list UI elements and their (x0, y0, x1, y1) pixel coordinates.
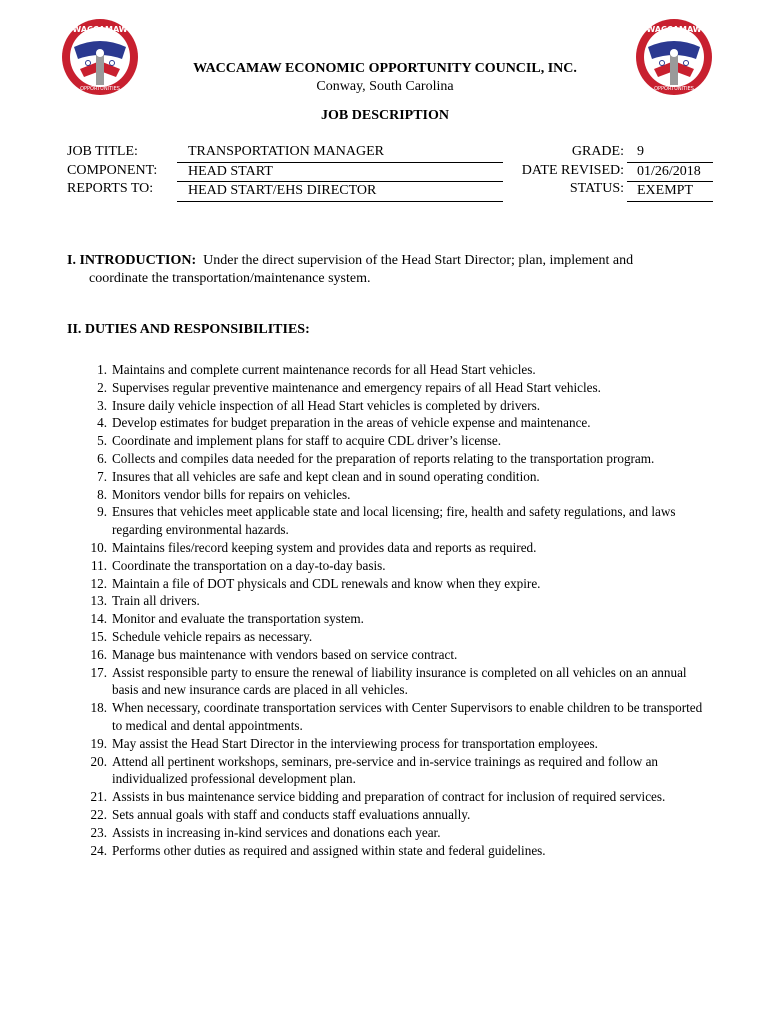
list-item-text: Monitors vendor bills for repairs on vehicles. (112, 486, 351, 502)
list-item-number: 11. (91, 557, 107, 573)
list-item (67, 753, 712, 789)
list-item-number: 13. (90, 593, 107, 609)
logo-bottom-text: OPPORTUNITIES (654, 86, 694, 92)
list-item-number: 21. (90, 789, 107, 805)
list-item-text: Train all drivers. (112, 593, 200, 609)
introduction-heading: I. INTRODUCTION: (67, 253, 197, 268)
list-item-text: Assists in bus maintenance service bidding and preparation of contract for inclusion of required services. (112, 789, 666, 805)
meta-right-values (627, 143, 713, 202)
list-item-number: 24. (90, 842, 107, 858)
list-item (67, 557, 712, 575)
component-value: HEAD START (177, 163, 503, 183)
list-item-text: Supervises regular preventive maintenance and emergency repairs of all Head Start vehicles. (112, 379, 601, 395)
list-item-number: 2. (97, 379, 107, 395)
list-item-number: 17. (90, 664, 107, 680)
list-item-text: Maintain a file of DOT physicals and CDL renewals and know when they expire. (112, 575, 541, 591)
list-item-number: 16. (90, 646, 107, 662)
doc-title: JOB DESCRIPTION (321, 108, 449, 123)
introduction-text-line1: Under the direct supervision of the Head Start Director; plan, implement and (203, 253, 634, 268)
list-item-number: 4. (97, 415, 107, 431)
logo-text: WACCAMAW (646, 25, 702, 34)
list-item (67, 468, 712, 486)
list-item-number: 6. (97, 450, 107, 466)
list-item-number: 12. (90, 575, 107, 591)
list-item-number: 15. (90, 628, 107, 644)
introduction-text-line2: coordinate the transportation/maintenance system. (89, 271, 371, 286)
list-item-text: Insures that all vehicles are safe and kept clean and in sound operating condition. (112, 468, 540, 484)
list-item (67, 735, 712, 753)
list-item-text: Insure daily vehicle inspection of all Head Start vehicles is completed by drivers. (112, 397, 541, 413)
list-item (67, 450, 712, 468)
org-name: WACCAMAW ECONOMIC OPPORTUNITY COUNCIL, INC. (193, 61, 577, 76)
list-item-text: Coordinate the transportation on a day-to-day basis. (112, 557, 386, 573)
list-item-number: 7. (97, 468, 107, 484)
list-item (67, 379, 712, 397)
meta-labels (67, 143, 157, 199)
list-item-number: 23. (90, 824, 107, 840)
list-item-text: Sets annual goals with staff and conducts staff evaluations annually. (112, 806, 471, 822)
org-location: Conway, South Carolina (316, 79, 454, 94)
list-item-number: 1. (97, 362, 107, 377)
list-item (67, 788, 712, 806)
list-item-text: Ensures that vehicles meet applicable state and local licensing; fire, health and safety regulations, and laws regarding environmental hazards. (112, 504, 676, 538)
job-title-label: JOB TITLE: (67, 144, 138, 159)
list-item (67, 628, 712, 646)
list-item (67, 842, 712, 860)
date-revised-label: DATE REVISED: (521, 162, 624, 178)
list-item (67, 592, 712, 610)
list-item-number: 18. (90, 700, 107, 716)
list-item (67, 503, 712, 539)
reports-to-value: HEAD START/EHS DIRECTOR (177, 182, 503, 202)
list-item (67, 575, 712, 593)
meta-right-labels (494, 143, 624, 199)
list-item-text: When necessary, coordinate transportation services with Center Supervisors to enable children to be transported to medical and dental appointments. (112, 700, 703, 733)
list-item-text: Assist responsible party to ensure the renewal of liability insurance is completed on all vehicles on an annual basis and new insurance cards are placed in all vehicles. (112, 664, 687, 698)
list-item-number: 5. (97, 433, 107, 449)
list-item-text: Develop estimates for budget preparation in the areas of vehicle expense and maintenance. (112, 415, 591, 431)
list-item (67, 486, 712, 504)
list-item (67, 432, 712, 450)
list-item-text: Assists in increasing in-kind services and donations each year. (112, 824, 441, 840)
reports-to-label: REPORTS TO: (67, 181, 154, 196)
grade-value: 9 (627, 143, 713, 163)
duties-heading: II. DUTIES AND RESPONSIBILITIES: (67, 322, 310, 337)
list-item-text: Maintains and complete current maintenance records for all Head Start vehicles. (112, 362, 536, 377)
list-item (67, 539, 712, 557)
date-revised-value: 01/26/2018 (627, 163, 713, 183)
component-label: COMPONENT: (67, 162, 158, 178)
list-item-number: 22. (90, 806, 107, 822)
list-item-number: 8. (97, 486, 107, 502)
grade-label: GRADE: (571, 144, 624, 159)
list-item-number: 9. (97, 504, 107, 520)
status-value: EXEMPT (627, 182, 713, 202)
list-item-text: Monitor and evaluate the transportation system. (112, 611, 364, 627)
list-item (67, 361, 712, 379)
list-item (67, 664, 712, 700)
list-item-text: May assist the Head Start Director in the interviewing process for transportation employees. (112, 735, 598, 751)
list-item-text: Maintains files/record keeping system and provides data and reports as required. (112, 539, 537, 555)
list-item (67, 397, 712, 415)
job-title-value: TRANSPORTATION MANAGER (177, 143, 503, 163)
list-item-number: 3. (97, 397, 107, 413)
logo-text: WACCAMAW (72, 25, 128, 34)
list-item (67, 646, 712, 664)
list-item (67, 414, 712, 432)
introduction-section (67, 252, 707, 288)
list-item (67, 610, 712, 628)
list-item-number: 10. (90, 539, 107, 555)
list-item-text: Performs other duties as required and assigned within state and federal guidelines. (112, 842, 546, 858)
meta-values (177, 143, 503, 202)
list-item-number: 14. (90, 611, 107, 627)
duties-list (67, 361, 712, 859)
logo-bottom-text: OPPORTUNITIES (80, 86, 120, 92)
list-item-text: Coordinate and implement plans for staff to acquire CDL driver’s license. (112, 433, 502, 449)
status-label: STATUS: (569, 181, 624, 196)
list-item-number: 20. (90, 753, 107, 769)
list-item-number: 19. (90, 735, 107, 751)
list-item-text: Attend all pertinent workshops, seminars, pre-service and in-service trainings as required and follow an individualized professional development plan. (112, 753, 659, 787)
list-item-text: Manage bus maintenance with vendors based on service contract. (112, 646, 458, 662)
list-item-text: Collects and compiles data needed for the preparation of reports relating to the transportation program. (112, 450, 655, 466)
list-item (67, 824, 712, 842)
list-item (67, 699, 712, 735)
list-item (67, 806, 712, 824)
list-item-text: Schedule vehicle repairs as necessary. (112, 628, 313, 644)
